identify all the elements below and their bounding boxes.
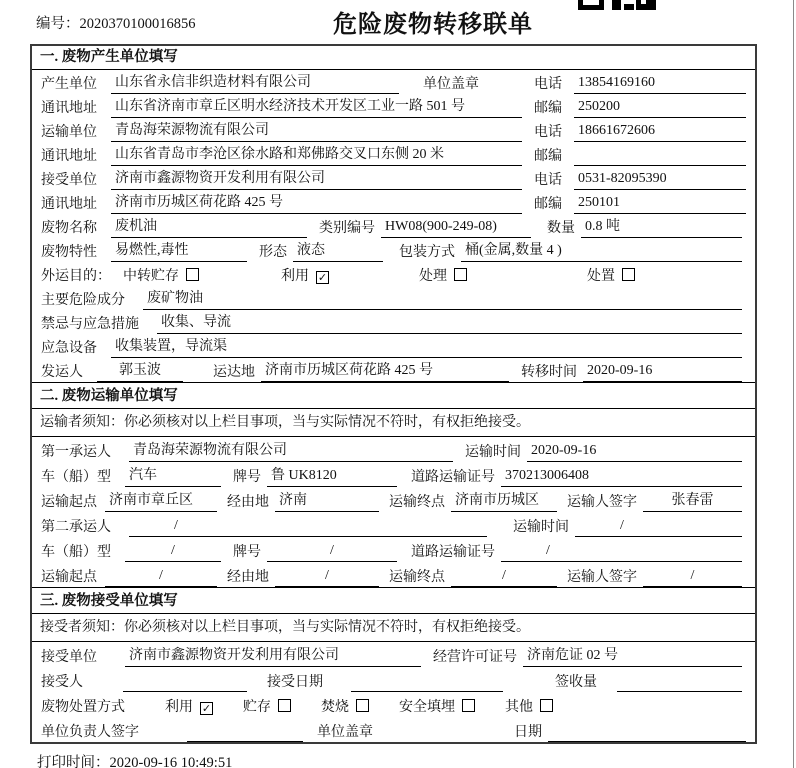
row-vehicle1 — [32, 462, 755, 487]
checkbox-dispose — [622, 268, 635, 281]
via-label: 经由地 — [227, 495, 269, 510]
hazard-value: 废矿物油 — [143, 289, 742, 310]
row-carrier1 — [32, 437, 755, 462]
seal-label: 单位盖章 — [423, 77, 479, 92]
row-producer — [32, 70, 755, 94]
row-carrier2 — [32, 512, 755, 537]
carrier1-value: 青岛海荣源物流有限公司 — [129, 441, 453, 462]
transport-time-label: 运输时间 — [465, 445, 521, 460]
disposal-option-burn — [321, 698, 369, 717]
phone-label: 电话 — [534, 173, 562, 188]
row-vehicle2 — [32, 537, 755, 562]
serial-label: 编号： — [36, 16, 80, 32]
transporter-notice: 运输者须知：你必须核对以上栏目事项，当与实际情况不符时，有权拒绝接受。 — [32, 409, 755, 437]
end-label: 运输终点 — [389, 495, 445, 510]
receiver-label: 接受单位 — [41, 173, 97, 188]
row-head-sign — [32, 717, 755, 742]
end2-value: / — [451, 566, 557, 587]
row-transporter-address — [32, 142, 755, 166]
row-shipper — [32, 358, 755, 382]
packing-label: 包装方式 — [399, 245, 455, 260]
accept-date-label: 接受日期 — [267, 675, 323, 690]
sign1-value: 张春雷 — [643, 491, 742, 512]
section-transporter-title: 二. 废物运输单位填写 — [32, 382, 755, 409]
seal-label: 单位盖章 — [317, 725, 373, 740]
carrier1-time-value: 2020-09-16 — [527, 441, 742, 462]
address-label: 通讯地址 — [41, 149, 97, 164]
equipment-label: 应急设备 — [41, 341, 97, 356]
plate-label: 牌号 — [233, 545, 261, 560]
row-disposal — [32, 692, 755, 717]
end1-value: 济南市历城区 — [451, 491, 557, 512]
section-receiver-title: 三. 废物接受单位填写 — [32, 587, 755, 614]
origin-label: 运输起点 — [41, 495, 97, 510]
carrier2-label: 第二承运人 — [41, 520, 111, 535]
zip-label: 邮编 — [534, 149, 562, 164]
producer-zip-value: 250200 — [574, 97, 746, 118]
dest-label: 运达地 — [213, 365, 255, 380]
phone-label: 电话 — [534, 125, 562, 140]
receiver-zip-value: 250101 — [574, 193, 746, 214]
purpose-option-transfer — [123, 267, 281, 286]
disposal-option-store — [243, 698, 291, 717]
option-label: 焚烧 — [321, 700, 349, 715]
page-right-border — [793, 0, 794, 768]
producer-address-value: 山东省济南市章丘区明水经济技术开发区工业一路 501 号 — [111, 97, 522, 118]
hazard-label: 主要危险成分 — [41, 293, 125, 308]
receiver-label: 接受单位 — [41, 650, 97, 665]
receiver-address-value: 济南市历城区荷花路 425 号 — [111, 193, 522, 214]
permit-label: 经营许可证号 — [433, 650, 517, 665]
option-label: 利用 — [165, 700, 193, 715]
vehicle1-value: 汽车 — [125, 466, 221, 487]
row-waste-name — [32, 214, 755, 238]
transporter-address-value: 山东省青岛市李沧区徐水路和郑佛路交叉口东侧 20 米 — [111, 145, 522, 166]
sign2-value: / — [643, 566, 742, 587]
purpose-option-use — [281, 267, 419, 286]
section-producer-title: 一. 废物产生单位填写 — [32, 46, 755, 70]
end-label: 运输终点 — [389, 570, 445, 585]
transfer-date-value: 2020-09-16 — [583, 361, 742, 382]
origin1-value: 济南市章丘区 — [105, 491, 217, 512]
via2-value: / — [275, 566, 379, 587]
purpose-label: 外运目的： — [41, 269, 111, 284]
shipper-value: 郭玉波 — [97, 361, 183, 382]
checkbox-transfer-storage — [186, 268, 199, 281]
equipment-value: 收集装置，导流渠 — [111, 337, 742, 358]
transporter-value: 青岛海荣源物流有限公司 — [111, 121, 522, 142]
transporter-zip-value — [574, 147, 746, 166]
option-label: 其他 — [505, 700, 533, 715]
option-label: 利用 — [281, 269, 309, 284]
print-time — [37, 751, 796, 768]
transport-time-label: 运输时间 — [513, 520, 569, 535]
row-acceptor — [32, 667, 755, 692]
transporter-label: 运输单位 — [41, 125, 97, 140]
row-waste-trait — [32, 238, 755, 262]
quantity-label: 数量 — [547, 221, 575, 236]
option-label: 安全填埋 — [399, 700, 455, 715]
permit-value: 济南危证 02 号 — [523, 646, 742, 667]
option-label: 贮存 — [243, 700, 271, 715]
producer-label: 产生单位 — [41, 77, 97, 92]
trait-label: 废物特性 — [41, 245, 97, 260]
row-transporter — [32, 118, 755, 142]
serial-value: 2020370100016856 — [79, 16, 196, 32]
row-purpose — [32, 262, 755, 286]
origin-label: 运输起点 — [41, 570, 97, 585]
acceptor-value — [123, 673, 247, 692]
section-transporter — [32, 382, 755, 587]
form-value: 液态 — [293, 241, 383, 262]
zip-label: 邮编 — [534, 197, 562, 212]
row-hazard — [32, 286, 755, 310]
zip-label: 邮编 — [534, 101, 562, 116]
taboo-value: 收集、导流 — [157, 313, 742, 334]
row-route2 — [32, 562, 755, 587]
option-label: 处置 — [587, 269, 615, 284]
plate2-value: / — [267, 541, 397, 562]
date-label: 日期 — [514, 725, 542, 740]
road-permit1-value: 370213006408 — [501, 466, 742, 487]
producer-phone-value: 13854169160 — [574, 73, 746, 94]
transfer-date-label: 转移时间 — [521, 365, 577, 380]
category-label: 类别编号 — [319, 221, 375, 236]
shipper-label: 发运人 — [41, 365, 83, 380]
carrier2-value: / — [129, 516, 487, 537]
acceptor-label: 接受人 — [41, 675, 83, 690]
carrier2-time-value: / — [575, 516, 742, 537]
row-receiver — [32, 166, 755, 190]
receiver-value: 济南市鑫源物资开发利用有限公司 — [125, 646, 421, 667]
category-value: HW08(900-249-08) — [381, 217, 531, 238]
row-receive-unit — [32, 642, 755, 667]
sign-label: 运输人签字 — [567, 495, 637, 510]
via1-value: 济南 — [275, 491, 379, 512]
print-time-label: 打印时间： — [37, 755, 110, 768]
trait-value: 易燃性,毒性 — [111, 241, 247, 262]
origin2-value: / — [105, 566, 217, 587]
checkbox-disposal-burn — [356, 699, 369, 712]
packing-value: 桶(金属,数量 4 ) — [461, 241, 742, 262]
plate-label: 牌号 — [233, 470, 261, 485]
plate1-value: 鲁 UK8120 — [267, 466, 397, 487]
sign-qty-label: 签收量 — [555, 675, 597, 690]
checkbox-disposal-other — [540, 699, 553, 712]
page-title: 危险废物转移联单 — [333, 12, 533, 38]
checkbox-disposal-store — [278, 699, 291, 712]
disposal-label: 废物处置方式 — [41, 700, 125, 715]
vehicle-label: 车（船）型 — [41, 545, 111, 560]
disposal-option-other — [505, 698, 553, 717]
receiver-value: 济南市鑫源物资开发利用有限公司 — [111, 169, 522, 190]
disposal-option-landfill — [399, 698, 475, 717]
purpose-option-dispose — [587, 267, 635, 286]
transporter-phone-value: 18661672606 — [574, 121, 746, 142]
road-permit2-value: / — [501, 541, 742, 562]
road-permit-label: 道路运输证号 — [411, 545, 495, 560]
carrier1-label: 第一承运人 — [41, 445, 111, 460]
section-producer — [32, 46, 755, 382]
print-time-value: 2020-09-16 10:49:51 — [109, 755, 233, 768]
waste-name-value: 废机油 — [111, 217, 307, 238]
row-route1 — [32, 487, 755, 512]
option-label: 处理 — [419, 269, 447, 284]
date-value — [548, 723, 746, 742]
sign-label: 运输人签字 — [567, 570, 637, 585]
quantity-value: 0.8 吨 — [581, 217, 742, 238]
address-label: 通讯地址 — [41, 101, 97, 116]
checkbox-treat — [454, 268, 467, 281]
receiver-notice: 接受者须知：你必须核对以上栏目事项，当与实际情况不符时，有权拒绝接受。 — [32, 614, 755, 642]
phone-label: 电话 — [534, 77, 562, 92]
section-receiver — [32, 587, 755, 742]
waste-name-label: 废物名称 — [41, 221, 97, 236]
vehicle-label: 车（船）型 — [41, 470, 111, 485]
checkbox-use: ✓ — [317, 272, 328, 284]
via-label: 经由地 — [227, 570, 269, 585]
accept-date-value — [351, 673, 503, 692]
manifest-form — [30, 44, 757, 744]
document-header — [0, 0, 796, 44]
option-label: 中转贮存 — [123, 269, 179, 284]
row-receiver-address — [32, 190, 755, 214]
row-taboo — [32, 310, 755, 334]
row-producer-address — [32, 94, 755, 118]
checkbox-disposal-use: ✓ — [201, 703, 212, 715]
purpose-option-treat — [419, 267, 587, 286]
receiver-phone-value: 0531-82095390 — [574, 169, 746, 190]
producer-value: 山东省永信非织造材料有限公司 — [111, 73, 399, 94]
checkbox-disposal-landfill — [462, 699, 475, 712]
vehicle2-value: / — [125, 541, 221, 562]
taboo-label: 禁忌与应急措施 — [41, 317, 139, 332]
row-equipment — [32, 334, 755, 358]
head-sign-label: 单位负责人签字 — [41, 725, 139, 740]
dest-value: 济南市历城区荷花路 425 号 — [261, 361, 509, 382]
address-label: 通讯地址 — [41, 197, 97, 212]
road-permit-label: 道路运输证号 — [411, 470, 495, 485]
sign-qty-value — [617, 673, 742, 692]
form-label: 形态 — [259, 245, 287, 260]
head-sign-value — [187, 723, 303, 742]
disposal-option-use — [165, 698, 213, 717]
